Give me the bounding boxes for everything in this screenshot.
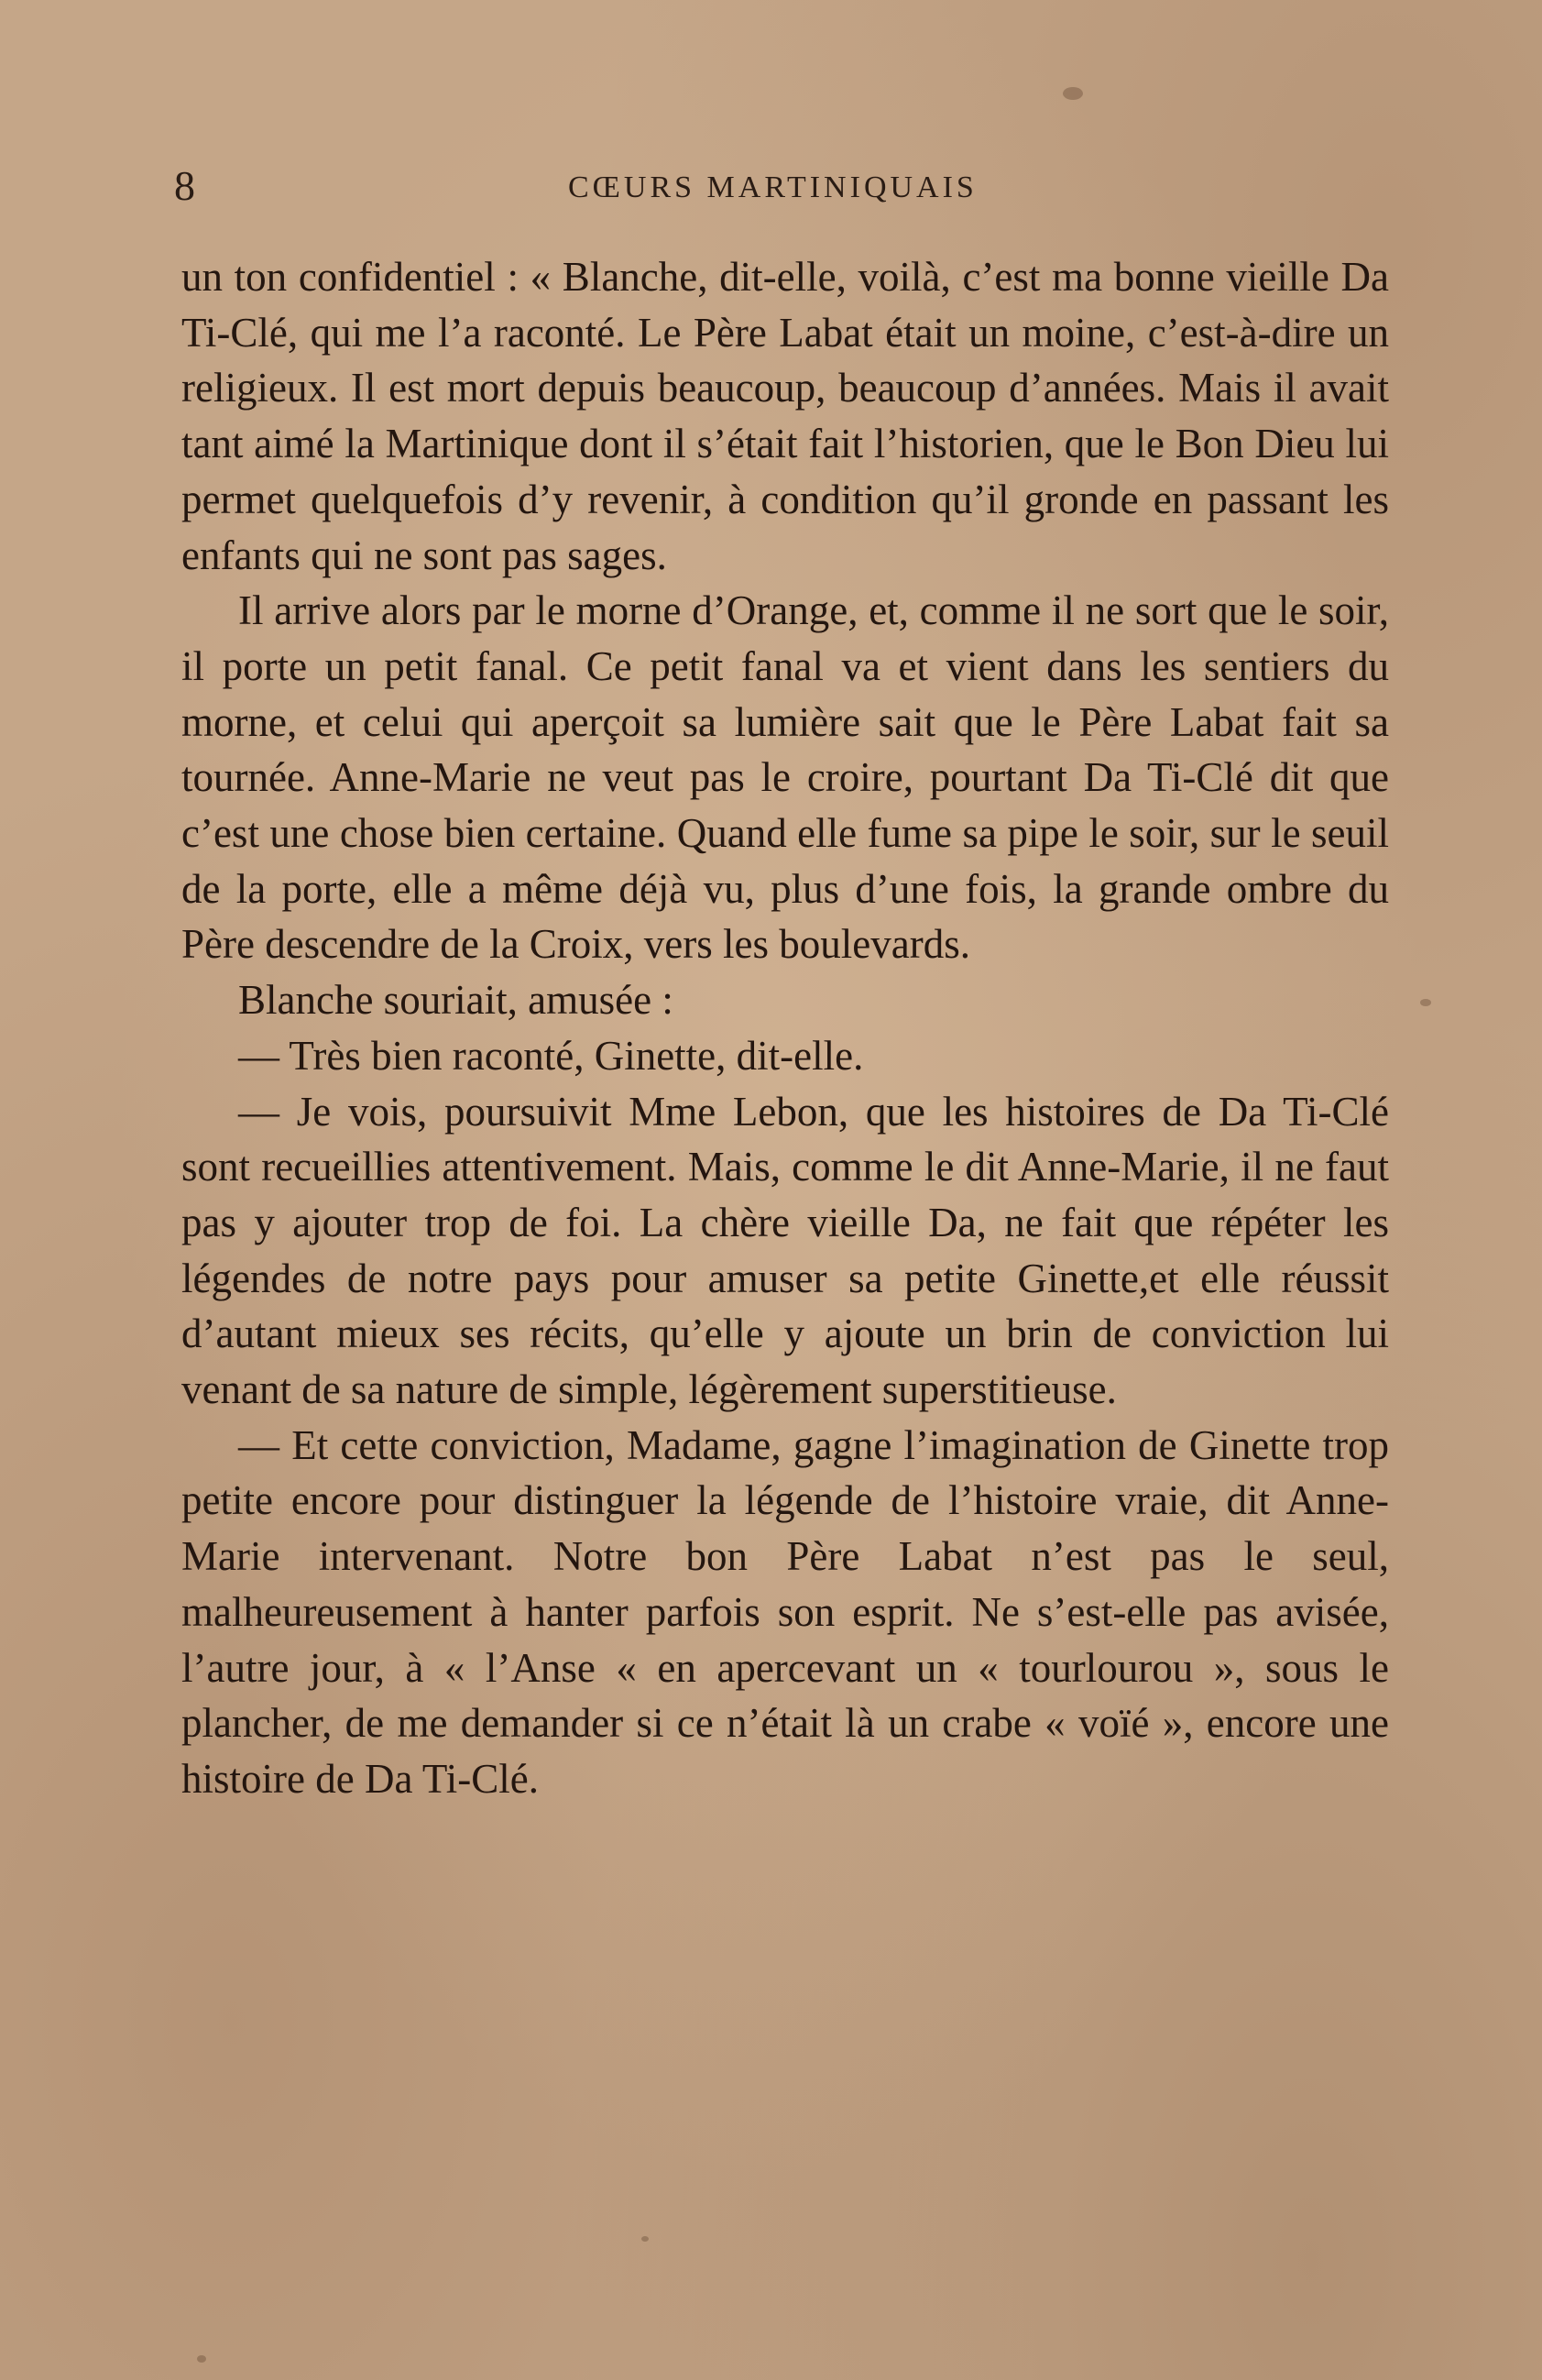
paragraph-4: — Très bien raconté, Ginette, dit-elle. — [238, 1032, 864, 1079]
paragraph-6: — Et cette conviction, Madame, gagne l’imagination de Ginette trop petite encore pour distinguer la légende de l’histoire vraie, dit Anne-Marie intervenant. Notre bon Père Labat n’est pas le seul, malheureusement à hanter parfois son esprit. Ne s’est-elle pas avisée, l’autre jour, à « l’Anse « en apercevant un « tourlourou », sous le plancher, de me demander si ce n’était là un crabe « voïé », encore une histoire de Da Ti-Clé. — [181, 1421, 1389, 1802]
paper-stain — [641, 2236, 649, 2242]
paragraph-1: un ton confidentiel : « Blanche, dit-elle, voilà, c’est ma bonne vieille Da Ti-Clé, qui me l’a raconté. Le Père Labat était un moine, c’est-à-dire un religieux. Il est mort depuis beaucoup, beaucoup d’années. Mais il avait tant aimé la Martinique dont il s’était fait l’historien, que le Bon Dieu lui permet quelquefois d’y revenir, à condition qu’il gronde en passant les enfants qui ne sont pas sages. — [181, 254, 1389, 578]
page-header — [174, 160, 1393, 215]
body-text — [181, 249, 1389, 1807]
paragraph-5: — Je vois, poursuivit Mme Lebon, que les histoires de Da Ti-Clé sont recueillies attentivement. Mais, comme le dit Anne-Marie, il ne faut pas y ajouter trop de foi. La chère vieille Da, ne fait que répéter les légendes de notre pays pour amuser sa petite Ginette,et elle réussit d’autant mieux ses récits, qu’elle y ajoute un brin de conviction lui venant de sa nature de simple, légèrement superstitieuse. — [181, 1088, 1389, 1413]
paragraph-3: Blanche souriait, amusée : — [238, 977, 673, 1024]
paper-stain — [1063, 87, 1083, 100]
paragraph-2: Il arrive alors par le morne d’Orange, et, comme il ne sort que le soir, il porte un petit fanal. Ce petit fanal va et vient dans les sentiers du morne, et celui qui aperçoit sa lumière sait que le Père Labat fait sa tournée. Anne-Marie ne veut pas le croire, pourtant Da Ti-Clé dit que c’est une chose bien certaine. Quand elle fume sa pipe le soir, sur le seuil de la porte, elle a même déjà vu, plus d’une fois, la grande ombre du Père descendre de la Croix, vers les boulevards. — [181, 587, 1389, 968]
running-title: CŒURS MARTINIQUAIS — [568, 170, 978, 204]
paper-stain — [197, 2355, 206, 2363]
page-number: 8 — [174, 162, 195, 209]
paper-stain — [1420, 999, 1431, 1006]
